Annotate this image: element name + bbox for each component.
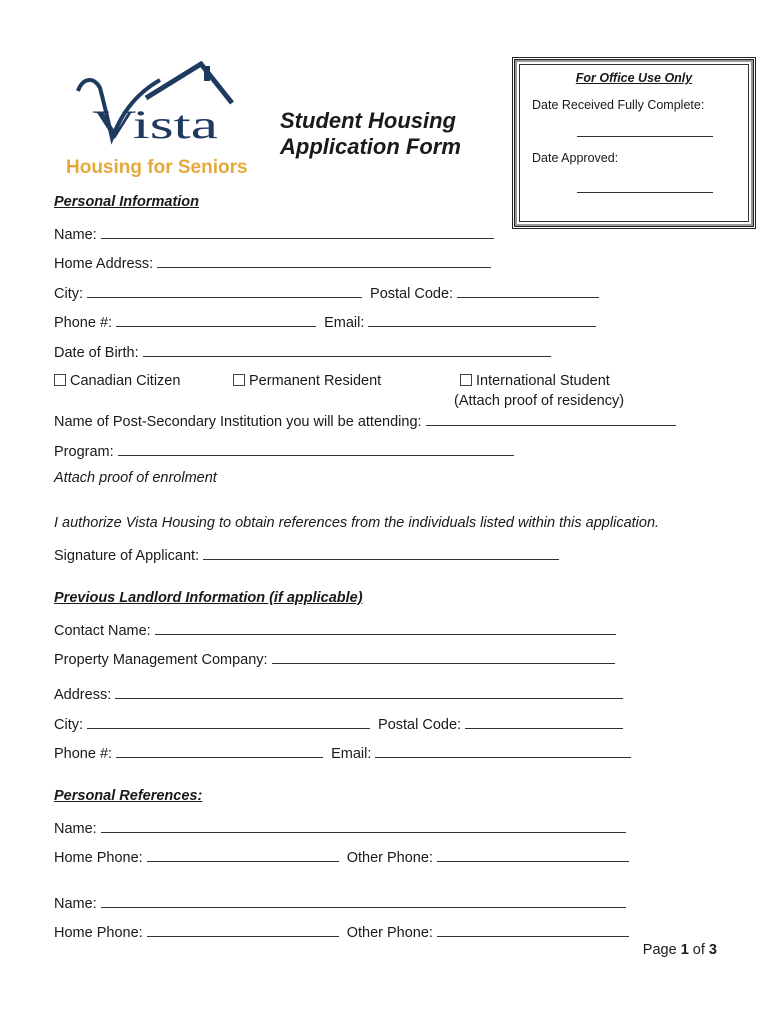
logo-wordmark: Vista — [92, 102, 219, 147]
residency-note: (Attach proof of residency) — [454, 393, 625, 409]
landlord-city-row — [54, 714, 623, 733]
home-address-field[interactable] — [157, 253, 491, 268]
reference1-phone-row — [54, 847, 629, 866]
option-international[interactable] — [460, 373, 610, 389]
reference1-name-row — [54, 818, 626, 837]
dob-field[interactable] — [143, 342, 551, 357]
permanent-checkbox[interactable] — [233, 374, 245, 386]
phone-row — [54, 312, 596, 331]
reference1-home-phone-label: Home Phone: — [54, 850, 143, 866]
landlord-company-label: Property Management Company: — [54, 652, 268, 668]
authorization-statement: I authorize Vista Housing to obtain references from the individuals listed within this application. — [54, 515, 660, 531]
landlord-address-row — [54, 684, 623, 703]
email-field[interactable] — [368, 312, 596, 327]
landlord-contact-row — [54, 620, 616, 639]
option-canadian[interactable] — [54, 373, 180, 389]
reference2-home-phone-field[interactable] — [147, 922, 339, 937]
signature-field[interactable] — [203, 545, 559, 560]
reference2-phone-row — [54, 922, 629, 941]
canadian-label: Canadian Citizen — [70, 373, 181, 389]
program-row — [54, 441, 514, 460]
landlord-phone-row — [54, 743, 631, 762]
postal-code-field[interactable] — [457, 283, 599, 298]
landlord-email-field[interactable] — [375, 743, 631, 758]
canadian-checkbox[interactable] — [54, 374, 66, 386]
enrolment-note: Attach proof of enrolment — [54, 470, 217, 486]
institution-row — [54, 411, 676, 430]
reference1-name-field[interactable] — [101, 818, 626, 833]
personal-info-heading: Personal Information — [54, 194, 200, 210]
landlord-address-field[interactable] — [115, 684, 623, 699]
email-label: Email: — [324, 315, 365, 331]
date-approved-label: Date Approved: — [532, 151, 619, 165]
date-received-field[interactable] — [577, 136, 713, 137]
landlord-company-row — [54, 649, 615, 668]
date-approved-field[interactable] — [577, 192, 713, 193]
international-checkbox[interactable] — [460, 374, 472, 386]
landlord-postal-field[interactable] — [465, 714, 623, 729]
reference2-name-row — [54, 893, 626, 912]
page-title — [280, 108, 461, 160]
reference2-other-phone-label: Other Phone: — [346, 925, 433, 941]
reference1-name-label: Name: — [54, 821, 97, 837]
page-total: 3 — [708, 942, 717, 958]
reference2-home-phone-label: Home Phone: — [54, 925, 143, 941]
institution-label: Name of Post-Secondary Institution you will be attending: — [54, 414, 422, 430]
permanent-label: Permanent Resident — [249, 373, 382, 389]
landlord-heading: Previous Landlord Information (if applicable) — [54, 590, 363, 606]
landlord-contact-label: Contact Name: — [54, 623, 151, 639]
landlord-address-label: Address: — [54, 687, 112, 703]
landlord-city-label: City: — [54, 717, 83, 733]
postal-code-label: Postal Code: — [370, 286, 454, 302]
international-label: International Student — [476, 373, 610, 389]
landlord-email-label: Email: — [331, 746, 372, 762]
program-label: Program: — [54, 444, 114, 460]
landlord-postal-label: Postal Code: — [378, 717, 462, 733]
reference1-other-phone-label: Other Phone: — [346, 850, 433, 866]
date-received-label: Date Received Fully Complete: — [532, 98, 705, 112]
logo-roof-icon — [146, 64, 232, 103]
landlord-contact-field[interactable] — [155, 620, 616, 635]
page-title-line1: Student Housing — [280, 108, 456, 133]
home-address-label: Home Address: — [54, 256, 154, 272]
city-label: City: — [54, 286, 83, 302]
office-use-box — [512, 57, 756, 229]
city-field[interactable] — [87, 283, 362, 298]
name-field[interactable] — [101, 224, 494, 239]
option-permanent[interactable] — [233, 373, 381, 389]
program-field[interactable] — [118, 441, 514, 456]
page-prefix: Page — [642, 942, 677, 958]
page-title-line2: Application Form — [280, 134, 461, 159]
logo-tagline: Housing for Seniors — [66, 157, 248, 178]
page-number — [643, 942, 717, 958]
office-box-title: For Office Use Only — [575, 71, 693, 85]
landlord-company-field[interactable] — [272, 649, 615, 664]
references-heading: Personal References: — [54, 788, 203, 804]
signature-row — [54, 545, 559, 564]
name-label: Name: — [54, 227, 97, 243]
reference2-name-label: Name: — [54, 896, 97, 912]
home-address-row — [54, 253, 491, 272]
phone-field[interactable] — [116, 312, 316, 327]
landlord-phone-label: Phone #: — [54, 746, 113, 762]
signature-label: Signature of Applicant: — [54, 548, 200, 564]
phone-label: Phone #: — [54, 315, 113, 331]
reference1-home-phone-field[interactable] — [147, 847, 339, 862]
reference1-other-phone-field[interactable] — [437, 847, 629, 862]
name-row — [54, 224, 494, 243]
reference2-name-field[interactable] — [101, 893, 626, 908]
page-of: of — [692, 942, 705, 958]
city-row — [54, 283, 599, 302]
landlord-phone-field[interactable] — [116, 743, 323, 758]
reference2-other-phone-field[interactable] — [437, 922, 629, 937]
dob-row — [54, 342, 551, 361]
page-current: 1 — [680, 942, 689, 958]
logo-chimney-icon — [204, 66, 210, 81]
landlord-city-field[interactable] — [87, 714, 370, 729]
institution-field[interactable] — [426, 411, 676, 426]
dob-label: Date of Birth: — [54, 345, 139, 361]
